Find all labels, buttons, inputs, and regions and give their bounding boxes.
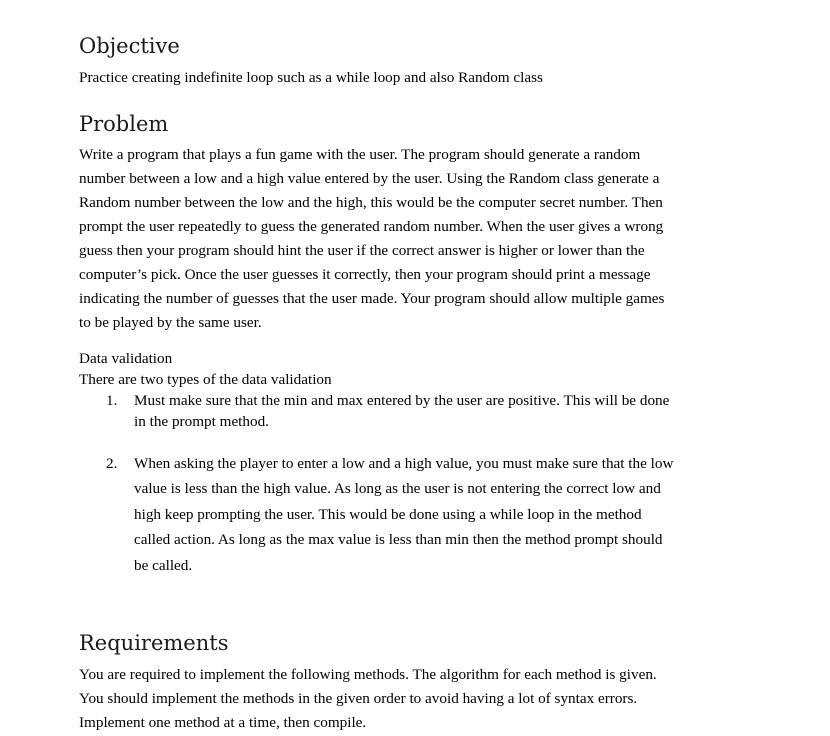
requirements-paragraph bbox=[79, 663, 657, 735]
problem-line: indicating the number of guesses that the user made. Your program should allow multiple games bbox=[79, 290, 665, 307]
list-item-line: in the prompt method. bbox=[134, 413, 269, 430]
problem-line: number between a low and a high value entered by the user. Using the Random class generate a bbox=[79, 170, 660, 187]
list-item-line: value is less than the high value. As long as the user is not entering the correct low and bbox=[134, 480, 661, 498]
list-item-line: called action. As long as the max value is less than min then the method prompt should bbox=[134, 531, 663, 549]
list-item-line: When asking the player to enter a low and a high value, you must make sure that the low bbox=[134, 455, 674, 472]
problem-line: to be played by the same user. bbox=[79, 314, 262, 331]
list-item-line: be called. bbox=[134, 556, 193, 574]
problem-paragraph bbox=[79, 143, 664, 335]
list-item-number: 2. bbox=[106, 455, 118, 472]
problem-line: computer’s pick. Once the user guesses it correctly, then your program should print a message bbox=[79, 266, 651, 283]
requirements-line: You should implement the methods in the given order to avoid having a lot of syntax errors. bbox=[79, 690, 638, 707]
list-item-line: high keep prompting the user. This would be done using a while loop in the method bbox=[134, 505, 642, 523]
objective-text: Practice creating indefinite loop such as a while loop and also Random class bbox=[79, 69, 543, 86]
list-item-text bbox=[134, 451, 673, 578]
problem-line: guess then your program should hint the user if the correct answer is higher or lower than the bbox=[79, 242, 645, 259]
problem-line: Random number between the low and the high, this would be the computer secret number. Then bbox=[79, 194, 663, 211]
problem-line: prompt the user repeatedly to guess the generated random number. When the user gives a wrong bbox=[79, 218, 664, 235]
list-item-line: Must make sure that the min and max entered by the user are positive. This will be done bbox=[134, 392, 670, 409]
requirements-line: You are required to implement the following methods. The algorithm for each method is given. bbox=[79, 666, 657, 683]
problem-heading: Problem bbox=[79, 112, 169, 136]
data-validation-intro: There are two types of the data validation bbox=[79, 371, 332, 388]
requirements-line: Implement one method at a time, then compile. bbox=[79, 714, 367, 731]
requirements-heading: Requirements bbox=[79, 631, 229, 655]
list-item-number: 1. bbox=[106, 392, 118, 409]
list-item-text bbox=[134, 390, 669, 432]
problem-line: Write a program that plays a fun game with the user. The program should generate a random bbox=[79, 146, 641, 163]
objective-heading: Objective bbox=[79, 34, 180, 58]
data-validation-heading: Data validation bbox=[79, 350, 173, 367]
